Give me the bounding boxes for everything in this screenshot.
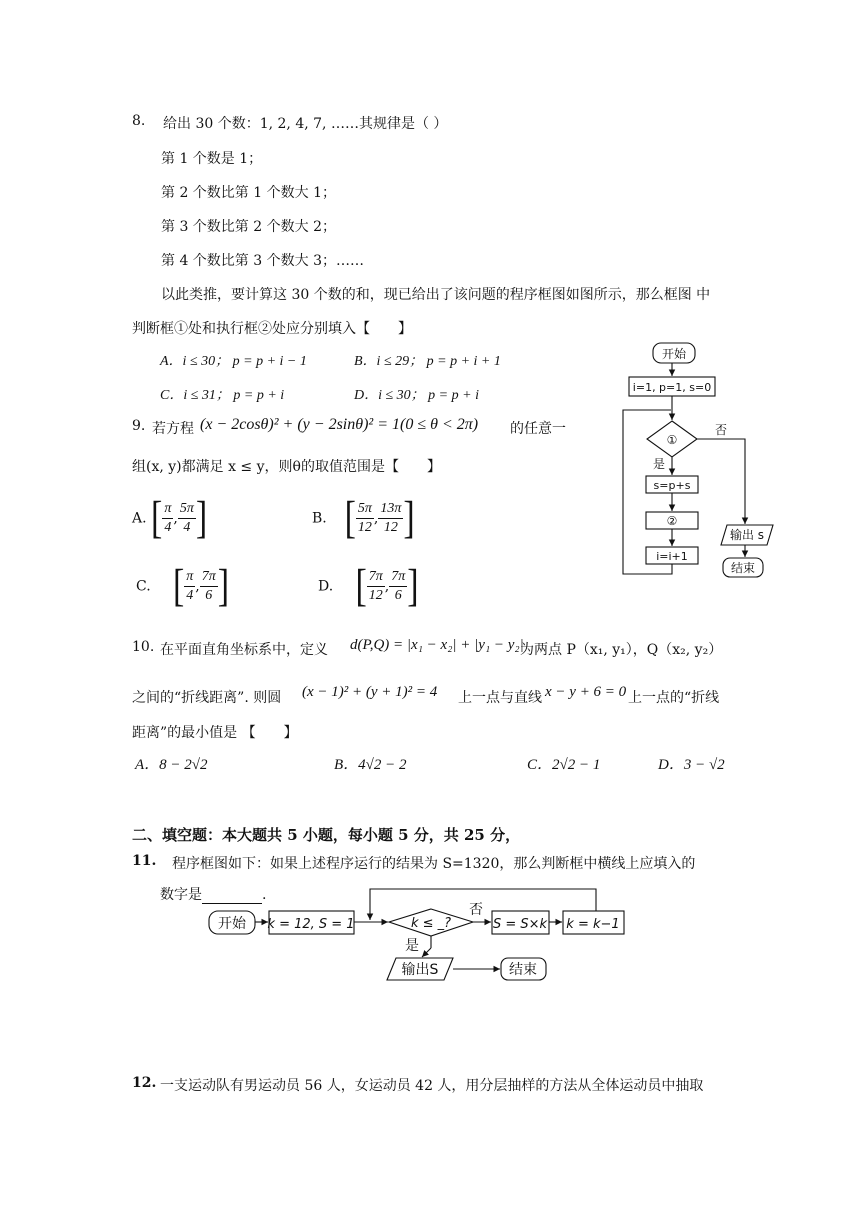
q12-text: 一支运动队有男运动员 56 人，女运动员 42 人，用分层抽样的方法从全体运动员中抽取: [160, 1078, 704, 1094]
flow1-exec-label: ②: [666, 514, 678, 528]
q9-line1-start: 若方程: [152, 421, 194, 437]
q9-option-d: D. [ $\frac{7\pi}{12}$ , $\frac{7\pi}{6}$ ]: [318, 560, 419, 611]
q11-line1: 程序框图如下：如果上述程序运行的结果为 S=1320，那么判断框中横线上应填入的: [172, 856, 696, 872]
q8-paragraph-2: 判断框①处和执行框②处应分别填入【 】: [132, 321, 412, 337]
q10-option-a: A．8 − 2√2: [135, 757, 208, 773]
q8-option-d: D．i ≤ 30； p = p + i: [354, 388, 479, 403]
q12-number: 12.: [132, 1075, 157, 1091]
q10-line1-end: 为两点 P（x₁, y₁），Q（x₂, y₂）: [520, 642, 723, 658]
q11-number: 11.: [132, 853, 157, 869]
q10-line2-end: 上一点的“折线: [628, 690, 720, 706]
q10-line3: 距离”的最小值是 【 】: [132, 725, 298, 741]
flow1-increment-label: i=i+1: [656, 550, 688, 563]
q9-line2: 组(x, y)都满足 x ≤ y，则θ的取值范围是【 】: [132, 459, 441, 475]
flow2-start-label: 开始: [218, 916, 246, 932]
section-2-heading: 二、填空题：本大题共 5 小题，每小题 5 分，共 25 分，: [132, 826, 521, 844]
q8-number: 8.: [132, 113, 146, 129]
q8-option-c: C．i ≤ 31； p = p + i: [160, 388, 285, 403]
flow2-output-label: 输出S: [401, 962, 439, 978]
q8-rule-2: 第 2 个数比第 1 个数大 1；: [161, 185, 336, 201]
q10-circle-equation: (x − 1)² + (y + 1)² = 4: [302, 684, 438, 700]
flow2-yes-label: 是: [405, 938, 419, 954]
q10-line2-mid: 上一点与直线: [458, 690, 542, 706]
q10-number: 10.: [132, 639, 155, 655]
q10-definition: d(P,Q) = |x₁ − x₂| + |y₁ − y₂|: [350, 637, 524, 653]
flowchart-1: [615, 338, 795, 586]
q10-option-d: D．3 − √2: [658, 757, 725, 773]
flow1-start-label: 开始: [661, 347, 687, 361]
q9-option-c: C. [ $\frac{\pi}{4}$ , $\frac{7\pi}{6}$ ]: [136, 560, 230, 611]
flow1-output-label: 输出 s: [729, 528, 765, 542]
q8-rule-4: 第 4 个数比第 3 个数大 3；……: [161, 253, 364, 269]
q9-option-b: B. [ $\frac{5\pi}{12}$ , $\frac{13\pi}{12}$ ]: [312, 492, 415, 543]
q8-paragraph-1: 以此类推，要计算这 30 个数的和，现已给出了该问题的程序框图如图所示，那么框图 中: [161, 287, 711, 303]
q9-option-a: A. [ $\frac{\pi}{4}$ , $\frac{5\pi}{4}$ ]: [132, 492, 208, 543]
q8-rule-3: 第 3 个数比第 2 个数大 2；: [161, 219, 336, 235]
q9-line1-end: 的任意一: [510, 421, 566, 437]
q8-option-b: B．i ≤ 29； p = p + i + 1: [354, 354, 501, 369]
q9-equation: (x − 2cosθ)² + (y − 2sinθ)² = 1(0 ≤ θ < 2π): [200, 416, 479, 433]
q10-line2-start: 之间的“折线距离”. 则圆: [132, 690, 282, 706]
flow2-init-label: k = 12, S = 1: [267, 917, 355, 932]
flow1-end-label: 结束: [730, 561, 756, 575]
flow1-condition-label: ①: [666, 433, 678, 447]
q9-number: 9.: [132, 418, 146, 434]
q10-option-b: B．4√2 − 2: [334, 757, 407, 773]
flow1-sum-label: s=p+s: [653, 479, 691, 492]
flow2-no-label: 否: [469, 902, 483, 918]
flow1-yes-label: 是: [653, 457, 666, 471]
flow2-multiply-label: S = S×k: [492, 917, 548, 932]
q8-option-a: A．i ≤ 30； p = p + i − 1: [160, 354, 307, 369]
q10-line-equation: x − y + 6 = 0: [545, 684, 627, 700]
q8-stem: 给出 30 个数：1, 2, 4, 7, ……其规律是（ ）: [163, 116, 448, 132]
q11-line2: 数字是 .: [160, 887, 267, 903]
flowchart-2: [200, 884, 640, 986]
flow2-decrement-label: k = k−1: [566, 917, 620, 932]
flow2-end-label: 结束: [509, 962, 537, 978]
q10-line1-start: 在平面直角坐标系中，定义: [160, 642, 328, 658]
flow1-init-label: i=1, p=1, s=0: [632, 381, 712, 394]
flow2-condition-label: k ≤ _?: [410, 916, 452, 931]
flow1-no-label: 否: [715, 423, 728, 437]
q8-rule-1: 第 1 个数是 1；: [161, 151, 263, 167]
q10-option-c: C．2√2 − 1: [527, 757, 601, 773]
